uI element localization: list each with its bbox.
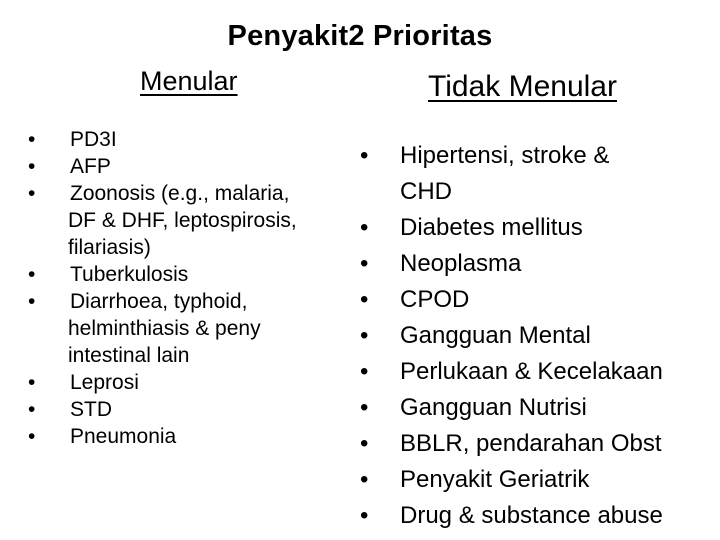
right-item-text: • Neoplasma <box>400 250 522 277</box>
left-item-text: filariasis) <box>68 236 151 259</box>
right-list-item <box>400 210 710 246</box>
list-menular <box>68 126 368 450</box>
left-item-text: • Pneumonia <box>70 425 177 448</box>
left-item-text: • PD3I <box>70 128 117 151</box>
right-list-item <box>400 354 710 390</box>
left-item-text: • Leprosi <box>70 371 139 394</box>
left-item-text: • Tuberkulosis <box>70 263 189 286</box>
right-item-text: • Hipertensi, stroke & <box>400 142 610 169</box>
heading-menular: Menular <box>140 66 238 96</box>
page-title: Penyakit2 Prioritas <box>227 20 493 52</box>
right-list-item <box>400 318 710 354</box>
left-item-text: • AFP <box>70 155 111 178</box>
right-item-text: • Diabetes mellitus <box>400 214 583 241</box>
left-item-text: intestinal lain <box>68 344 190 367</box>
list-tidak-menular <box>400 138 710 534</box>
right-list-item <box>400 138 710 210</box>
right-item-text: • BBLR, pendarahan Obst <box>400 430 662 457</box>
left-list-item <box>68 369 368 396</box>
left-item-text: • STD <box>70 398 112 421</box>
right-list-item <box>400 390 710 426</box>
left-list-item <box>68 126 368 153</box>
right-item-text: • Gangguan Mental <box>400 322 591 349</box>
left-list-item <box>68 288 368 369</box>
right-item-text: • Gangguan Nutrisi <box>400 394 587 421</box>
left-item-text: DF & DHF, leptospirosis, <box>68 209 297 232</box>
right-list-item <box>400 246 710 282</box>
right-item-text: • Perlukaan & Kecelakaan <box>400 358 663 385</box>
left-list-item <box>68 153 368 180</box>
left-item-text: • Diarrhoea, typhoid, <box>70 290 248 313</box>
left-list-item <box>68 396 368 423</box>
heading-tidak-menular: Tidak Menular <box>428 70 617 103</box>
left-item-text: • Zoonosis (e.g., malaria, <box>70 182 290 205</box>
left-list-item <box>68 423 368 450</box>
right-list-item <box>400 462 710 498</box>
right-list-item <box>400 498 710 534</box>
right-list-item <box>400 426 710 462</box>
right-item-text: • Penyakit Geriatrik <box>400 466 590 493</box>
left-list-item <box>68 261 368 288</box>
right-item-text: • CPOD <box>400 286 470 313</box>
right-list-item <box>400 282 710 318</box>
left-list-item <box>68 180 368 261</box>
left-item-text: helminthiasis & peny <box>68 317 261 340</box>
right-item-text: CHD <box>400 178 452 205</box>
right-item-text: • Drug & substance abuse <box>400 502 663 529</box>
